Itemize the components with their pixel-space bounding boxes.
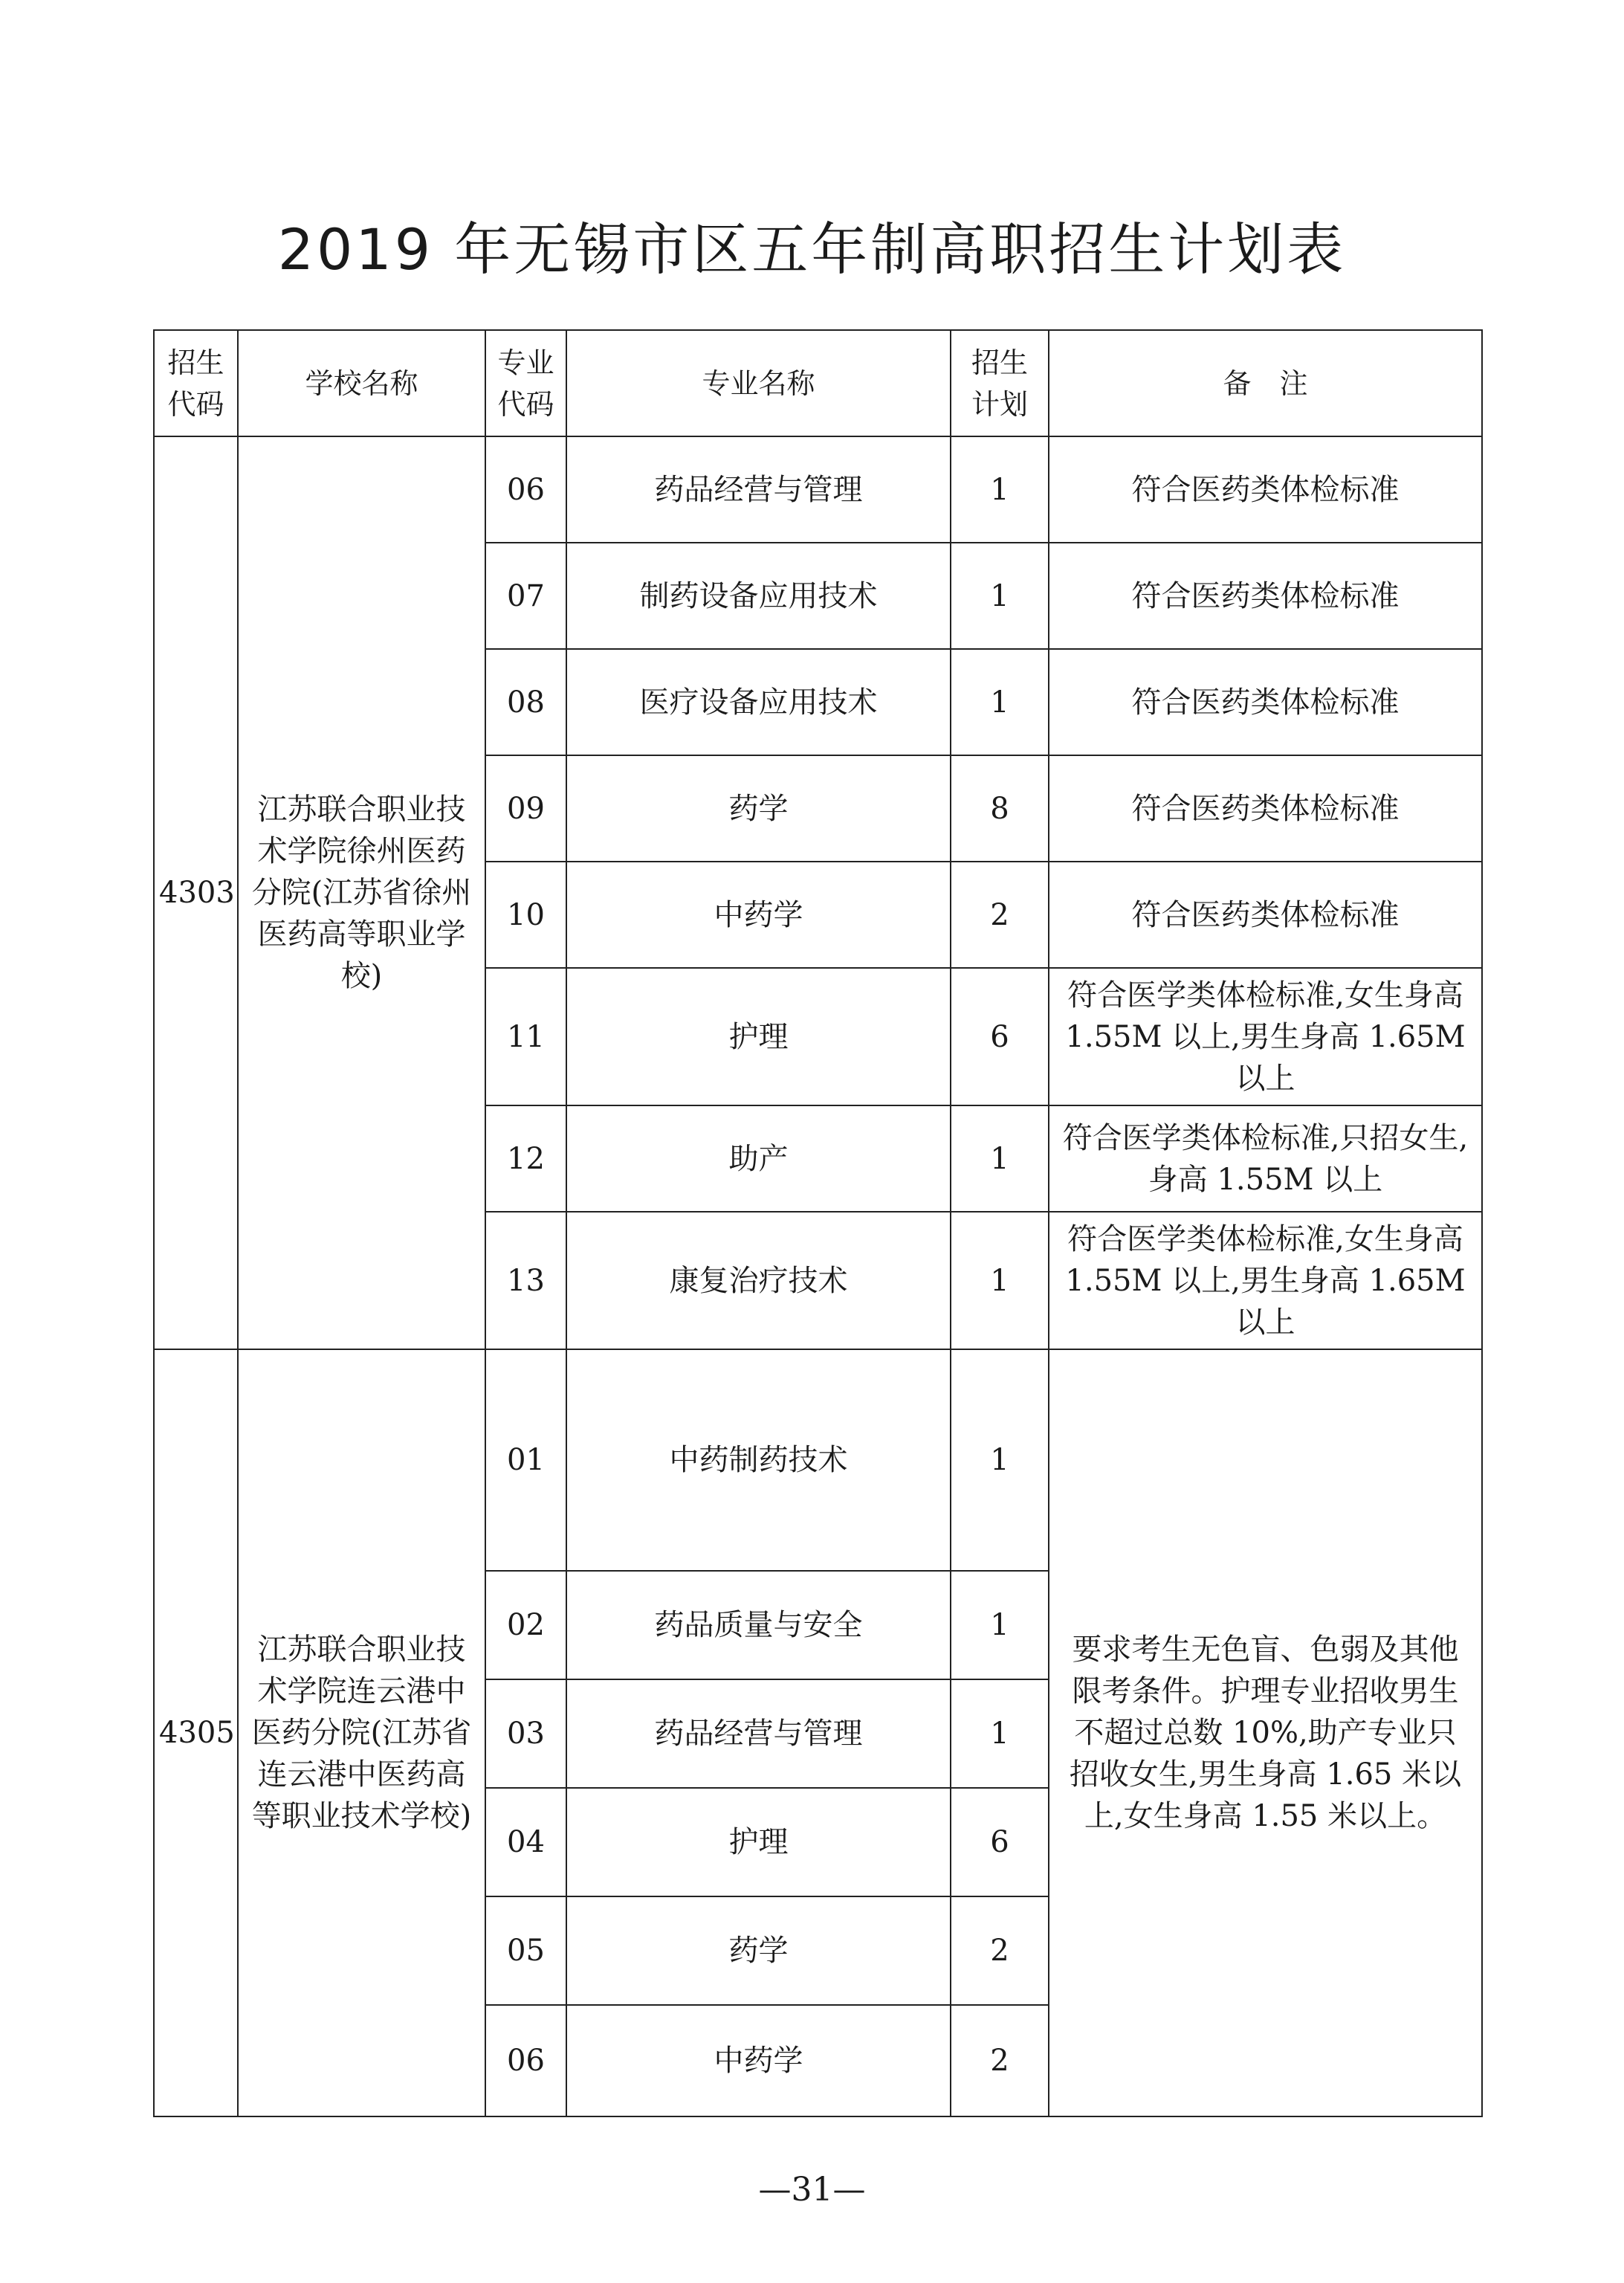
major-name-cell: 药学 <box>566 755 951 862</box>
major-code-cell: 06 <box>485 2005 566 2116</box>
plan-count-cell: 1 <box>951 1571 1049 1679</box>
major-code-cell: 06 <box>485 436 566 543</box>
enroll-code-cell: 4305 <box>154 1349 238 2116</box>
plan-count-cell: 1 <box>951 436 1049 543</box>
major-name-cell: 中药制药技术 <box>566 1349 951 1571</box>
remark-cell: 符合医药类体检标准 <box>1049 862 1482 968</box>
enrollment-plan-table <box>153 329 1483 2117</box>
major-name-cell: 康复治疗技术 <box>566 1212 951 1349</box>
table-row <box>154 1349 1482 1571</box>
plan-count-cell: 1 <box>951 543 1049 649</box>
remark-cell: 符合医学类体检标准,只招女生,身高 1.55M 以上 <box>1049 1105 1482 1212</box>
major-name-cell: 助产 <box>566 1105 951 1212</box>
major-code-cell: 11 <box>485 968 566 1105</box>
major-name-cell: 医疗设备应用技术 <box>566 649 951 755</box>
major-code-cell: 03 <box>485 1679 566 1788</box>
table-row <box>154 436 1482 543</box>
major-code-cell: 13 <box>485 1212 566 1349</box>
remark-cell: 符合医学类体检标准,女生身高 1.55M 以上,男生身高 1.65M 以上 <box>1049 968 1482 1105</box>
major-name-cell: 药品经营与管理 <box>566 1679 951 1788</box>
remark-cell: 符合医药类体检标准 <box>1049 543 1482 649</box>
header-major-name: 专业名称 <box>566 330 951 436</box>
major-name-cell: 中药学 <box>566 2005 951 2116</box>
plan-count-cell: 6 <box>951 1788 1049 1896</box>
major-code-cell: 10 <box>485 862 566 968</box>
remark-cell: 符合医药类体检标准 <box>1049 436 1482 543</box>
major-name-cell: 护理 <box>566 1788 951 1896</box>
major-name-cell: 药学 <box>566 1896 951 2005</box>
header-enroll-code: 招生 代码 <box>154 330 238 436</box>
table-header-row <box>154 330 1482 436</box>
major-code-cell: 12 <box>485 1105 566 1212</box>
remark-cell: 符合医药类体检标准 <box>1049 649 1482 755</box>
major-name-cell: 制药设备应用技术 <box>566 543 951 649</box>
remark-cell: 要求考生无色盲、色弱及其他限考条件。护理专业招收男生不超过总数 10%,助产专业只招收女生,男生身高 1.65 米以上,女生身高 1.55 米以上。 <box>1049 1349 1482 2116</box>
major-code-cell: 08 <box>485 649 566 755</box>
remark-cell: 符合医药类体检标准 <box>1049 755 1482 862</box>
major-name-cell: 护理 <box>566 968 951 1105</box>
page-number: —31— <box>758 2171 866 2209</box>
plan-count-cell: 8 <box>951 755 1049 862</box>
header-major-code: 专业 代码 <box>485 330 566 436</box>
header-remark: 备 注 <box>1049 330 1482 436</box>
table-body <box>154 436 1482 2116</box>
header-school-name: 学校名称 <box>238 330 485 436</box>
plan-count-cell: 1 <box>951 649 1049 755</box>
major-name-cell: 药品经营与管理 <box>566 436 951 543</box>
major-code-cell: 09 <box>485 755 566 862</box>
major-code-cell: 05 <box>485 1896 566 2005</box>
plan-count-cell: 2 <box>951 2005 1049 2116</box>
remark-cell: 符合医学类体检标准,女生身高 1.55M 以上,男生身高 1.65M 以上 <box>1049 1212 1482 1349</box>
major-code-cell: 01 <box>485 1349 566 1571</box>
school-name-cell: 江苏联合职业技术学院连云港中医药分院(江苏省连云港中医药高等职业技术学校) <box>238 1349 485 2116</box>
plan-count-cell: 1 <box>951 1212 1049 1349</box>
plan-count-cell: 2 <box>951 1896 1049 2005</box>
plan-count-cell: 1 <box>951 1679 1049 1788</box>
major-code-cell: 04 <box>485 1788 566 1896</box>
plan-count-cell: 1 <box>951 1105 1049 1212</box>
major-name-cell: 中药学 <box>566 862 951 968</box>
plan-count-cell: 2 <box>951 862 1049 968</box>
header-plan: 招生 计划 <box>951 330 1049 436</box>
plan-count-cell: 6 <box>951 968 1049 1105</box>
plan-count-cell: 1 <box>951 1349 1049 1571</box>
major-code-cell: 02 <box>485 1571 566 1679</box>
major-name-cell: 药品质量与安全 <box>566 1571 951 1679</box>
school-name-cell: 江苏联合职业技术学院徐州医药分院(江苏省徐州医药高等职业学校) <box>238 436 485 1349</box>
enroll-code-cell: 4303 <box>154 436 238 1349</box>
major-code-cell: 07 <box>485 543 566 649</box>
page-title: 2019 年无锡市区五年制高职招生计划表 <box>277 216 1347 282</box>
